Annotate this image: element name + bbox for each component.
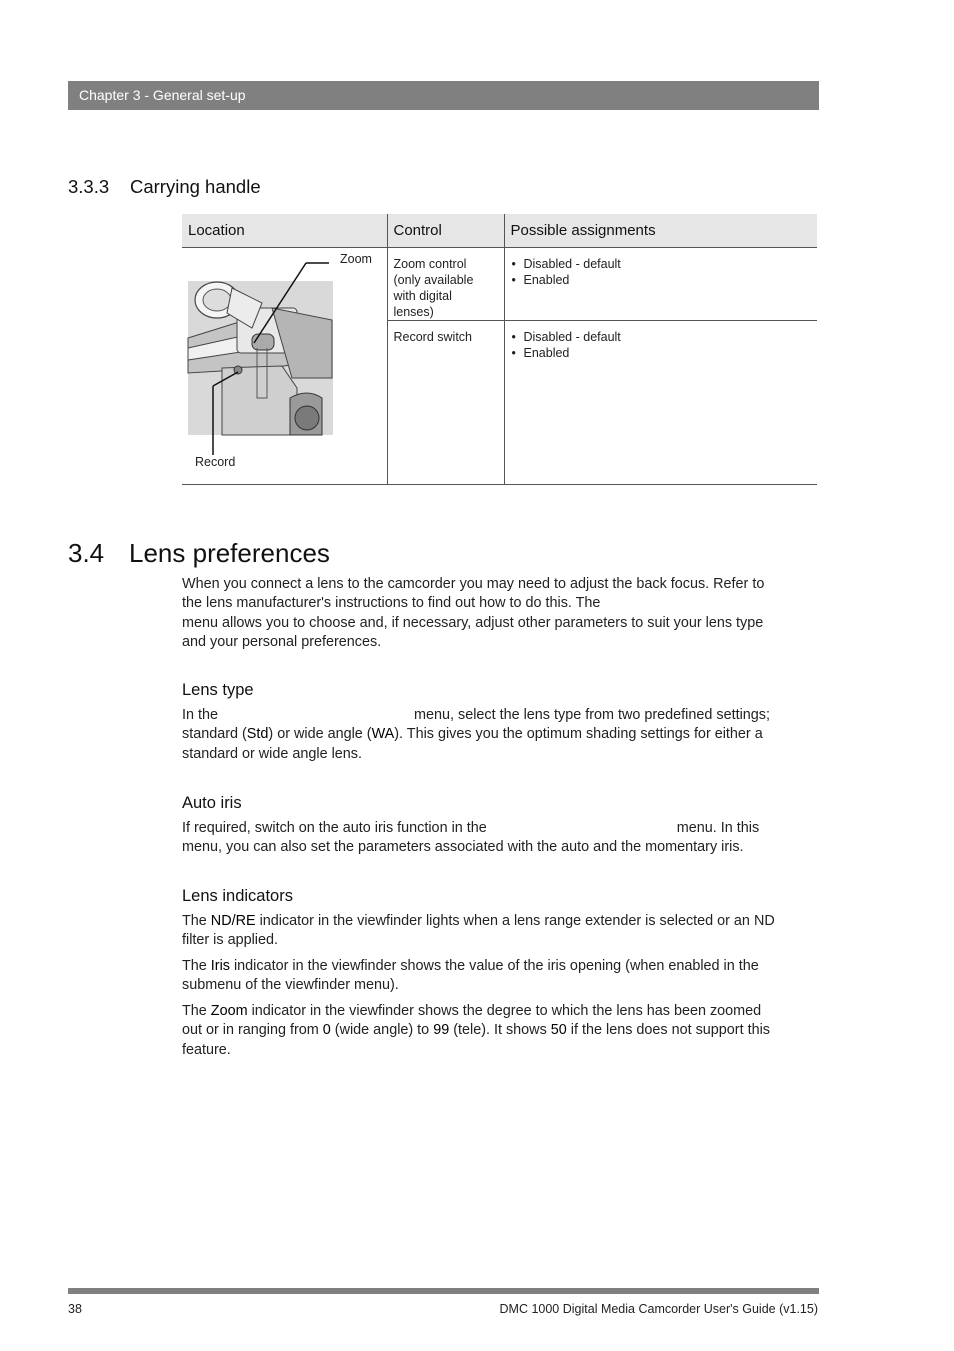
section-number: 3.3.3 <box>68 176 110 197</box>
text-line <box>182 1002 818 1021</box>
text-line <box>182 957 818 976</box>
assignments-cell <box>504 321 817 485</box>
nd-re-keyword: ND/RE <box>210 913 256 929</box>
text-line: feature. <box>182 1041 231 1058</box>
lens-type-paragraph <box>182 706 818 764</box>
wa-keyword: WA <box>371 726 395 743</box>
text-line: When you connect a lens to the camcorder you may need to adjust the back focus. Refer to <box>182 576 765 592</box>
text-line <box>182 819 818 838</box>
text-run: (tele). It shows <box>449 1022 551 1039</box>
text-run: indicator in the viewfinder lights when a lens range extender is selected or an ND <box>255 913 775 929</box>
list-item: • Disabled - default <box>511 329 812 345</box>
page-number: 38 <box>68 1302 82 1316</box>
chapter-title: Chapter 3 - General set-up <box>79 87 246 103</box>
zoom-keyword: Zoom <box>210 1003 248 1019</box>
text-line: submenu of the viewfinder menu). <box>182 977 399 994</box>
assignment-list <box>511 256 812 288</box>
text-line: filter is applied. <box>182 932 278 949</box>
control-line: Zoom control <box>393 257 467 271</box>
zoom-callout-label: Zoom <box>340 252 372 266</box>
table-header-row <box>182 214 817 248</box>
chapter-header-bar <box>68 81 819 110</box>
control-line: lenses) <box>393 305 434 319</box>
text-run: if the lens does not support this <box>566 1022 770 1039</box>
auto-iris-paragraph <box>182 819 818 858</box>
text-run: ) or wide angle ( <box>268 726 372 743</box>
assignment-list <box>511 329 812 361</box>
control-cell <box>387 321 504 485</box>
carrying-handle-illustration <box>182 248 387 484</box>
assignments-cell <box>504 248 817 321</box>
std-keyword: Std <box>246 726 269 743</box>
iris-keyword: Iris <box>210 958 230 974</box>
text-run: If required, switch on the auto iris function in the <box>182 820 487 836</box>
text-line: and your personal preferences. <box>182 634 382 651</box>
section-number: 3.4 <box>68 538 105 568</box>
text-run: ). This gives you the optimum shading settings for either a <box>394 726 763 743</box>
section-heading-3-4 <box>68 538 330 569</box>
text-run: (wide angle) to <box>330 1022 434 1039</box>
text-run: In the <box>182 707 219 723</box>
list-item: • Disabled - default <box>511 256 812 272</box>
section-title: Lens preferences <box>129 538 330 568</box>
text-run: indicator in the viewfinder shows the degree to which the lens has been zoomed <box>247 1003 762 1019</box>
table-row <box>182 248 817 321</box>
text-run: standard ( <box>182 726 247 743</box>
value-0: 0 <box>322 1022 331 1039</box>
document-title: DMC 1000 Digital Media Camcorder User's Guide (v1.15) <box>499 1302 818 1316</box>
control-line: (only available <box>393 273 474 287</box>
lens-indicators-heading: Lens indicators <box>182 887 293 905</box>
record-callout-label: Record <box>195 455 236 469</box>
text-run: The <box>182 1003 211 1019</box>
list-item: • Enabled <box>511 272 812 288</box>
text-line: standard or wide angle lens. <box>182 745 362 762</box>
value-50: 50 <box>550 1022 567 1039</box>
auto-iris-heading: Auto iris <box>182 794 242 812</box>
column-header-assignments: Possible assignments <box>504 214 817 248</box>
text-line <box>182 706 818 725</box>
section-heading-3-3-3 <box>68 176 261 198</box>
text-run: out or in ranging from <box>182 1022 323 1039</box>
text-run: menu. In this <box>676 820 760 836</box>
zoom-paragraph <box>182 1002 818 1060</box>
location-figure-cell <box>182 248 387 485</box>
column-header-location: Location <box>182 214 387 248</box>
text-line: the lens manufacturer's instructions to find out how to do this. The <box>182 595 601 612</box>
lens-type-heading: Lens type <box>182 681 254 699</box>
text-run: menu, select the lens type from two predefined settings; <box>414 707 770 723</box>
section-title: Carrying handle <box>130 176 261 197</box>
list-item: • Enabled <box>511 345 812 361</box>
footer-rule <box>68 1288 819 1294</box>
control-line: with digital <box>393 289 452 303</box>
text-run: The <box>182 913 211 929</box>
text-line <box>182 912 818 931</box>
text-line: menu, you can also set the parameters associated with the auto and the momentary iris. <box>182 839 744 856</box>
control-line: Record switch <box>393 330 472 345</box>
text-line: menu allows you to choose and, if necessary, adjust other parameters to suit your lens type <box>182 614 764 631</box>
iris-paragraph <box>182 957 818 996</box>
text-line <box>182 1021 818 1040</box>
control-cell <box>387 248 504 321</box>
text-line <box>182 725 818 744</box>
nd-re-paragraph <box>182 912 818 951</box>
text-run: indicator in the viewfinder shows the value of the iris opening (when enabled in the <box>229 958 759 974</box>
text-run: The <box>182 958 211 974</box>
lens-preferences-intro <box>182 575 818 653</box>
assignment-table <box>182 214 817 485</box>
column-header-control: Control <box>387 214 504 248</box>
value-99: 99 <box>433 1022 450 1039</box>
